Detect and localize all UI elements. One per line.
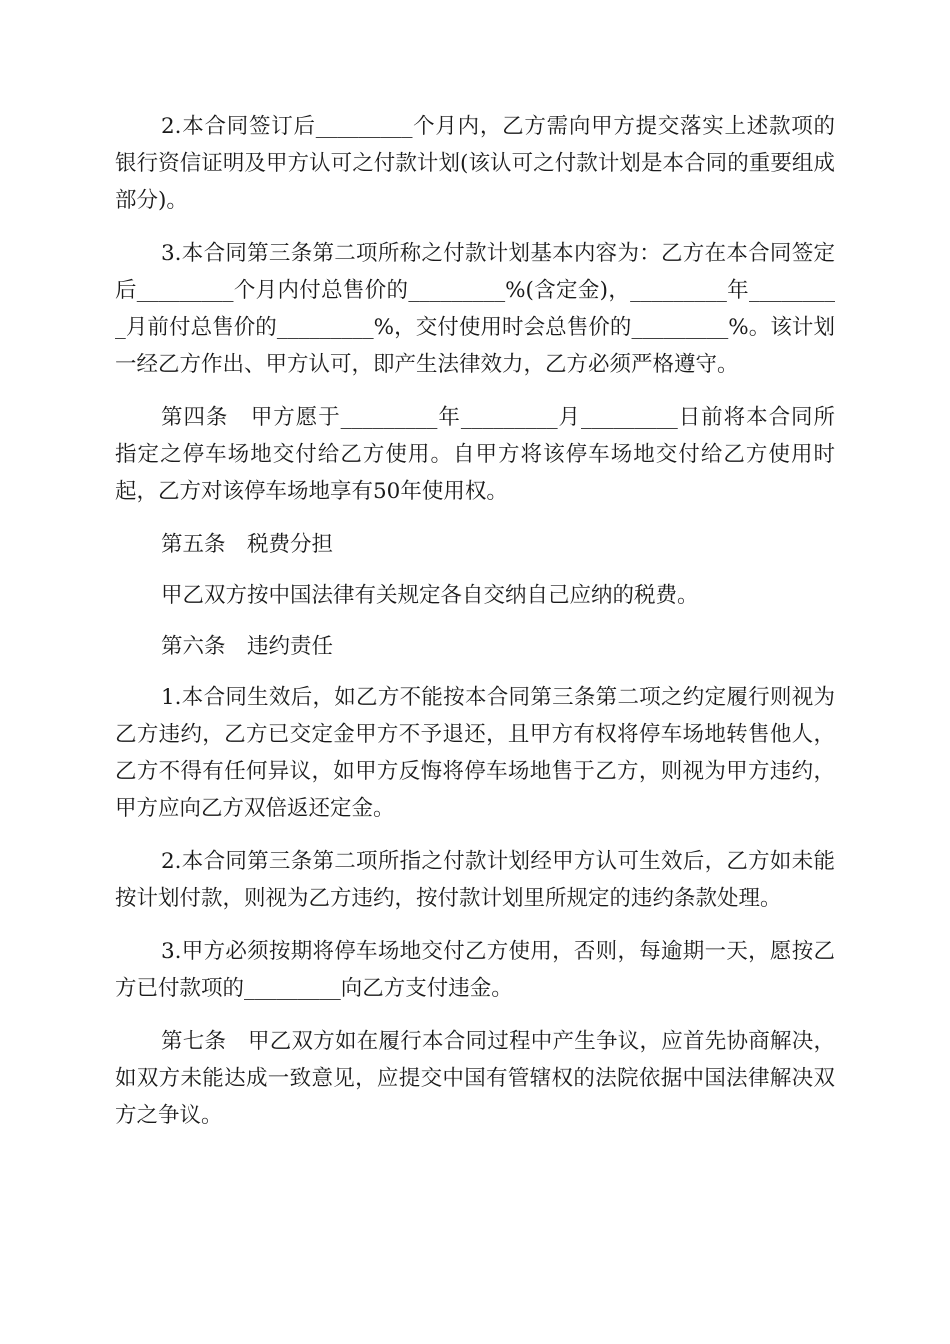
clause-3-item-3: 3.本合同第三条第二项所称之付款计划基本内容为：乙方在本合同签定后_________个月内付总售价的_________%(含定金)，_________年_________月前付总售价的_________%，交付使用时会总售价的_________%。该计划一经乙方作出、甲方认可，即产生法律效力，乙方必须严格遵守。 xyxy=(115,241,835,377)
clause-5-heading: 第五条 税费分担 xyxy=(161,532,334,557)
clause-7: 第七条 甲乙双方如在履行本合同过程中产生争议，应首先协商解决，如双方未能达成一致意见，应提交中国有管辖权的法院依据中国法律解决双方之争议。 xyxy=(115,1029,835,1128)
clause-6-item-1: 1.本合同生效后，如乙方不能按本合同第三条第二项之约定履行则视为乙方违约，乙方已交定金甲方不予退还，且甲方有权将停车场地转售他人，乙方不得有任何异议，如甲方反悔将停车场地售于乙方，则视为甲方违约，甲方应向乙方双倍返还定金。 xyxy=(115,685,835,821)
document-page xyxy=(115,108,835,1150)
clause-3-item-2: 2.本合同签订后_________个月内，乙方需向甲方提交落实上述款项的银行资信证明及甲方认可之付款计划(该认可之付款计划是本合同的重要组成部分)。 xyxy=(115,114,835,213)
clause-6-heading: 第六条 违约责任 xyxy=(161,634,334,659)
clause-5-body: 甲乙双方按中国法律有关规定各自交纳自己应纳的税费。 xyxy=(161,583,699,608)
clause-4: 第四条 甲方愿于_________年_________月_________日前将本合同所指定之停车场地交付给乙方使用。自甲方将该停车场地交付给乙方使用时起，乙方对该停车场地享有50年使用权。 xyxy=(115,405,835,504)
clause-6-item-3: 3.甲方必须按期将停车场地交付乙方使用，否则，每逾期一天，愿按乙方已付款项的_________向乙方支付违金。 xyxy=(115,939,835,1001)
clause-6-item-2: 2.本合同第三条第二项所指之付款计划经甲方认可生效后，乙方如未能按计划付款，则视为乙方违约，按付款计划里所规定的违约条款处理。 xyxy=(115,849,835,911)
